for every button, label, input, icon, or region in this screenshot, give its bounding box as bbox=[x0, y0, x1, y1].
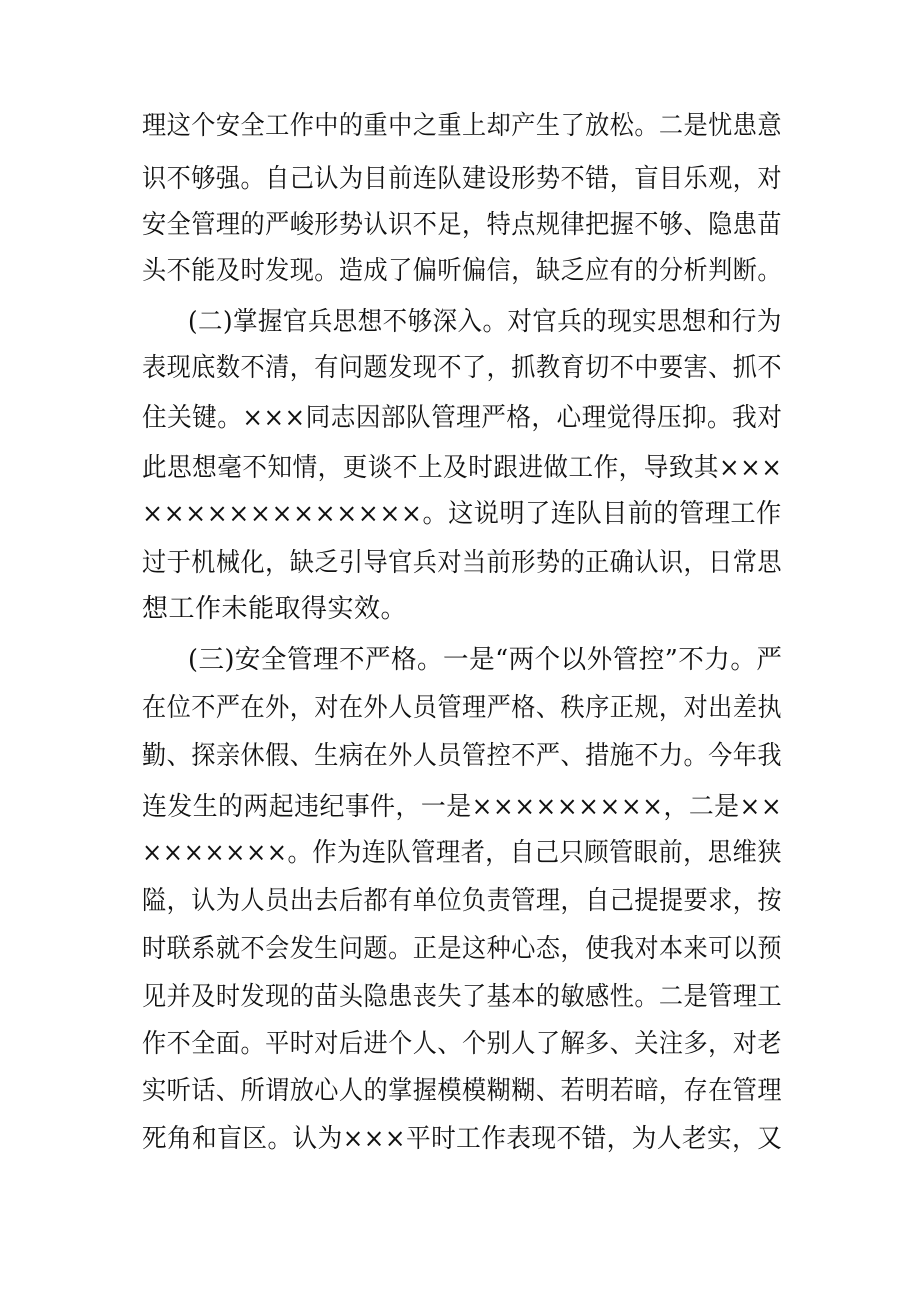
text-line: 隘，认为人员出去后都有单位负责管理，自己提提要求，按 bbox=[142, 886, 783, 916]
text-line: 表现底数不清，有问题发现不了，抓教育切不中要害、抓不 bbox=[142, 353, 783, 383]
text-line: 见并及时发现的苗头隐患丧失了基本的敏感性。二是管理工 bbox=[142, 982, 783, 1012]
text-line: 识不够强。自己认为目前连队建设形势不错，盲目乐观，对 bbox=[142, 164, 783, 194]
text-line: ×××××××××××××。这说明了连队目前的管理工作 bbox=[142, 499, 782, 529]
text-line: 理这个安全工作中的重中之重上却产生了放松。二是忧患意 bbox=[142, 111, 783, 141]
text-line: 住关键。×××同志因部队管理严格，心理觉得压抑。我对 bbox=[142, 403, 783, 433]
text-line: 勤、探亲休假、生病在外人员管控不严、措施不力。今年我 bbox=[142, 741, 783, 771]
text-line: 在位不严在外，对在外人员管理严格、秩序正规，对出差执 bbox=[142, 693, 783, 723]
text-line: 时联系就不会发生问题。正是这种心态，使我对本来可以预 bbox=[142, 934, 783, 964]
text-line: 安全管理的严峻形势认识不足，特点规律把握不够、隐患苗 bbox=[142, 210, 783, 240]
text-line: (二)掌握官兵思想不够深入。对官兵的现实思想和行为 bbox=[188, 307, 782, 337]
text-line: (三)安全管理不严格。一是“两个以外管控”不力。严 bbox=[188, 645, 783, 675]
text-line: 连发生的两起违纪事件，一是×××××××××，二是×× bbox=[142, 792, 783, 822]
text-line: ×××××××。作为连队管理者，自己只顾管眼前，思维狭 bbox=[142, 838, 782, 868]
text-line: 实听话、所谓放心人的掌握模模糊糊、若明若暗，存在管理 bbox=[142, 1076, 783, 1106]
text-line: 此思想毫不知情，更谈不上及时跟进做工作，导致其××× bbox=[142, 453, 783, 483]
text-line: 作不全面。平时对后进个人、个别人了解多、关注多，对老 bbox=[142, 1029, 783, 1059]
text-line: 头不能及时发现。造成了偏听偏信，缺乏应有的分析判断。 bbox=[142, 256, 783, 286]
text-line: 死角和盲区。认为×××平时工作表现不错，为人老实，又 bbox=[142, 1124, 783, 1154]
text-line: 过于机械化，缺乏引导官兵对当前形势的正确认识，日常思 bbox=[142, 548, 783, 578]
text-line: 想工作未能取得实效。 bbox=[142, 594, 408, 624]
